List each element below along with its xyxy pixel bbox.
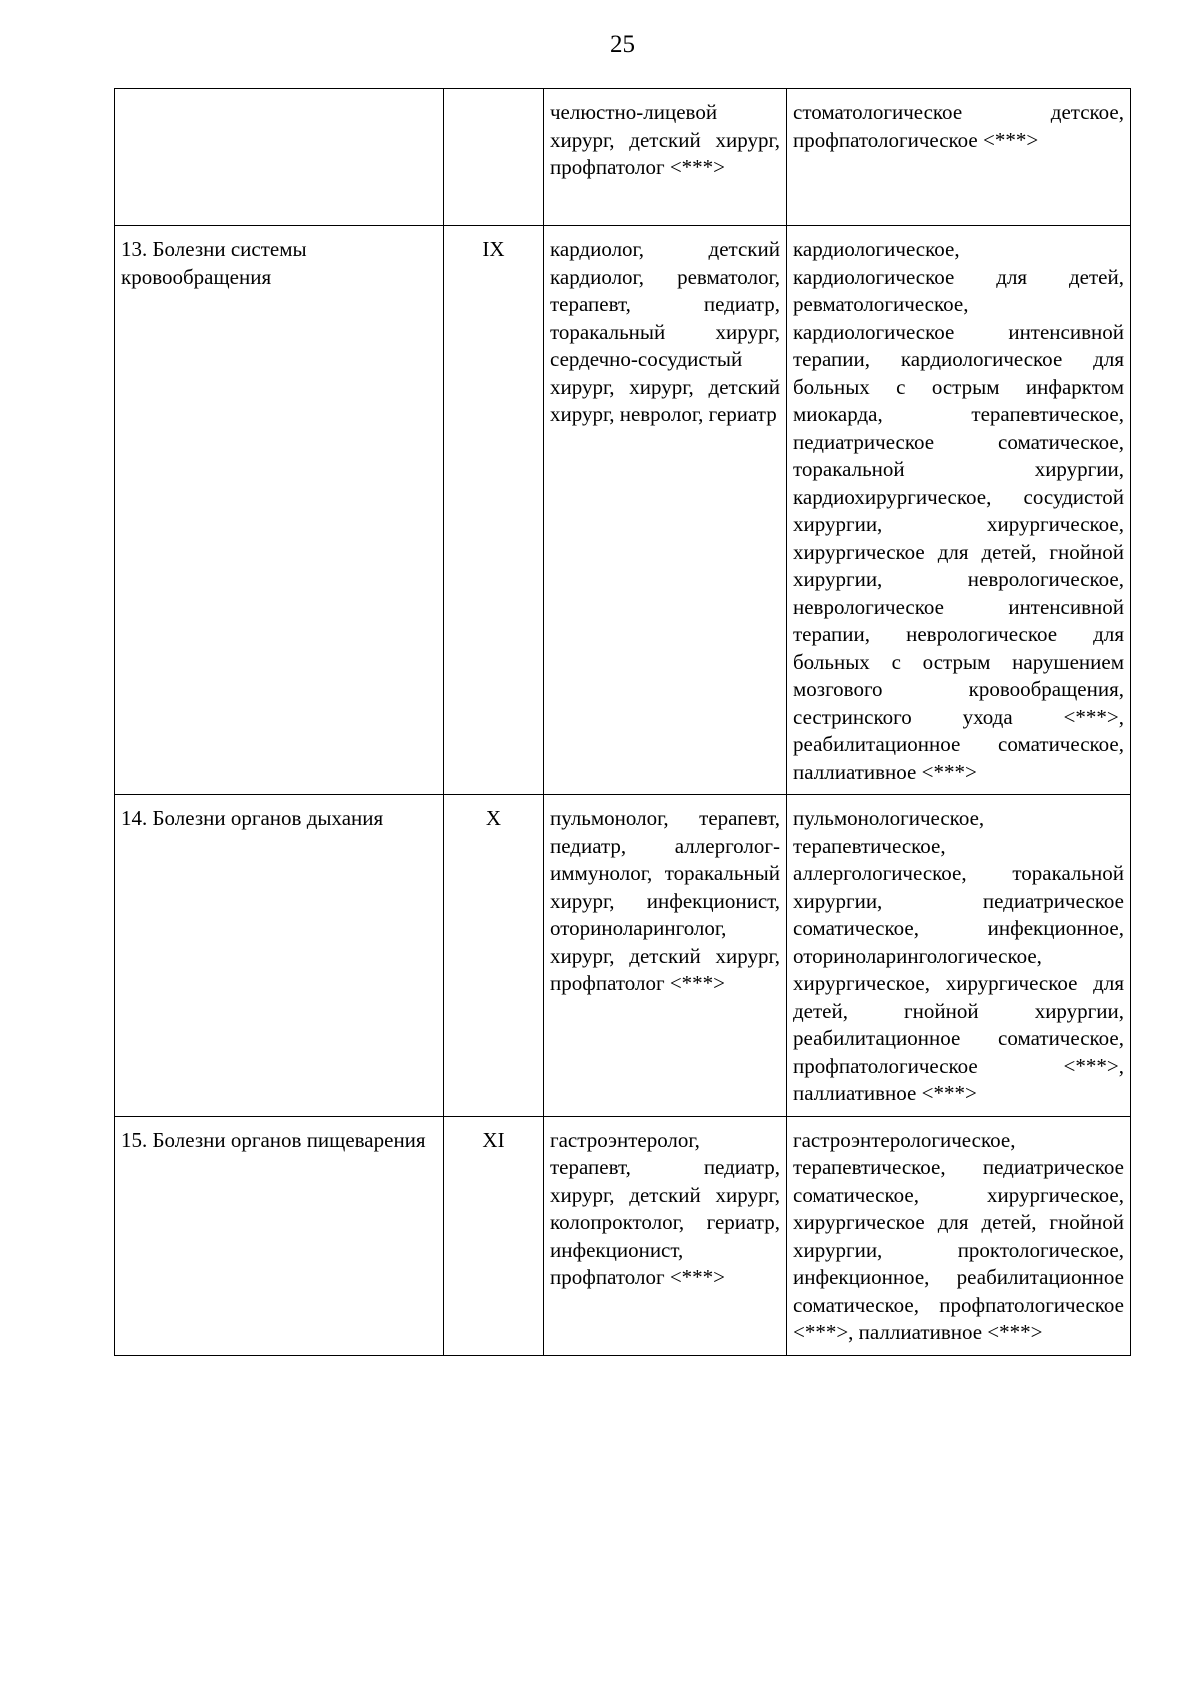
specialists-cell: челюстно-лицевой хирург, детский хирург, профпатолог <***> — [544, 89, 787, 226]
bed-profiles-cell: пульмонологическое, терапевтическое, аллергологическое, торакальной хирургии, педиатрическое соматическое, инфекционное, оториноларингологическое, хирургическое, хирургическое для детей, гнойной хирургии, реабилитационное соматическое, профпатологическое <***>, паллиативное <***> — [787, 795, 1131, 1117]
bed-profiles-cell: кардиологическое, кардиологическое для детей, ревматологическое, кардиологическое интенсивной терапии, кардиологическое для больных с острым инфарктом миокарда, терапевтическое, педиатрическое соматическое, торакальной хирургии, кардиохирургическое, сосудистой хирургии, хирургическое, хирургическое для детей, гнойной хирургии, неврологическое, неврологическое интенсивной терапии, неврологическое для больных с острым нарушением мозгового кровообращения, сестринского ухода <***>, реабилитационное соматическое, паллиативное <***> — [787, 226, 1131, 795]
specialists-cell: кардиолог, детский кардиолог, ревматолог, терапевт, педиатр, торакальный хирург, сердечно-сосудистый хирург, хирург, детский хирург, невролог, гериатр — [544, 226, 787, 795]
specialists-cell: гастроэнтеролог, терапевт, педиатр, хирург, детский хирург, колопроктолог, гериатр, инфекционист, профпатолог <***> — [544, 1116, 787, 1355]
disease-cell: 13. Болезни системы кровообращения — [115, 226, 444, 795]
class-code-cell — [444, 89, 544, 226]
disease-cell: 14. Болезни органов дыхания — [115, 795, 444, 1117]
disease-cell — [115, 89, 444, 226]
table-row — [115, 1116, 1131, 1355]
class-code-cell: XI — [444, 1116, 544, 1355]
bed-profiles-cell: стоматологическое детское, профпатологическое <***> — [787, 89, 1131, 226]
table-row — [115, 89, 1131, 226]
disease-cell: 15. Болезни органов пищеварения — [115, 1116, 444, 1355]
class-code-cell: X — [444, 795, 544, 1117]
bed-profiles-cell: гастроэнтерологическое, терапевтическое, педиатрическое соматическое, хирургическое, хирургическое для детей, гнойной хирургии, проктологическое, инфекционное, реабилитационное соматическое, профпатологическое <***>, паллиативное <***> — [787, 1116, 1131, 1355]
page-number: 25 — [610, 31, 635, 58]
specialists-cell: пульмонолог, терапевт, педиатр, аллерголог-иммунолог, торакальный хирург, инфекционист, оториноларинголог, хирург, детский хирург, профпатолог <***> — [544, 795, 787, 1117]
table-row — [115, 795, 1131, 1117]
disease-profile-table — [114, 88, 1131, 1356]
table-row — [115, 226, 1131, 795]
class-code-cell: IX — [444, 226, 544, 795]
